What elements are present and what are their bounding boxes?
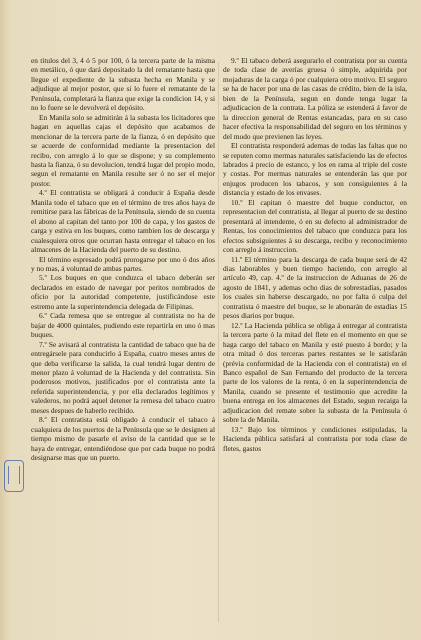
right-paragraph: 13.º Bajo los términos y condiciones estipuladas, la Hacienda pública satisfará al contratista por toda clase de fletes, gastos <box>223 424 407 453</box>
left-paragraph: 7.º Se avisará al contratista la cantidad de tabaco que ha de entregársele para conducirlo á España, cuatro meses antes de que deba verificarse la salida, la cual tendrá lugar dentro de menor plazo á voluntad de la Hacienda y del contratista. Sin poderosos motivos, justificados por el contratista ante la referida superintendencia, y por ella declarados legítimos y valederos, no podrá aquel detener la remesa del tabaco cuatro meses despues de haberlo recibido. <box>31 339 215 415</box>
right-paragraph: 9.º El tabaco deberá asegurarlo el contratista por su cuenta de toda clase de averías gruesa ó simple, adquirida por mojaduras de la carga ó por cualquiera otro motivo. El seguro se ha de hacer por una de las casas de crédito, bien de la isla, bien de la Península, segun en donde tenga lugar la adjudicacion de la contrata. La póliza se estenderá á favor de la direccion general de Rentas estancadas, para en su caso hacer efectiva la responsabilidad del seguro en los términos y del modo que previenen las leyes. <box>223 56 407 141</box>
right-paragraph: El contratista responderá ademas de todas las faltas que no se reputen como mermas naturales satisfaciendo las de efectos labrados á precio de estanco, y los en rama al triple del coste y costas. Por mermas naturales se entenderán las que por enjugos producen los tabacos, y son consiguientes á la distancia y estado de los envases. <box>223 141 407 198</box>
left-paragraph: En Manila solo se admitirán á la subasta los licitadores que hagan en aquellas cajas el depósito que acabamos de mencionar de la tercera parte de la fianza, ó en depósito que se acuerde de conformidad mediante la presentacion del recibo, con arreglo á lo que se dispone; y su complemento hasta la fianza, ó su devolucion, tendrá lugar del propio modo, segun el rematante en Manila resulte ser ó no ser el mejor postor. <box>31 112 215 188</box>
column-divider <box>218 62 219 622</box>
library-stamp <box>4 460 24 492</box>
left-paragraph: 4.º El contratista se obligará á conducir á España desde Manila todo el tabaco que en el término de tres años haya de remitirse para las fábricas de la Península, siendo de su cuenta el abono al capitan del tanto por 100 de capa, y los gastos de carga y estiva en los buques, como tambien los de descarga y cualesquiera otros que ocurran hasta entregar el tabaco en los almacenes de la Hacienda del puerto de su destino. <box>31 188 215 255</box>
right-column <box>223 56 407 453</box>
right-paragraph: 10.º El capitan ó maestre del buque conductor, en representacion del contratista, al llegar al puerto de su destino presentará al intendente, ó en su defecto al administrador de Rentas, los conocimientos del tabaco que conduzca para los efectos subsiguientes á su descarga, recibo y reconocimiento con arreglo á instruccion. <box>223 197 407 255</box>
left-paragraph: El término espresado podrá prorogarse por uno ó dos años y no mas, á voluntad de ambas partes. <box>31 254 215 273</box>
left-paragraph: 5.º Los buques en que conduzca el tabaco deberán ser declarados en estado de navegar por peritos nombrados de oficio por la autoridad competente, justificándose este estremo ante la superintendencia delegada de Filipinas. <box>31 273 215 311</box>
left-paragraph: 8.º El contratista está obligado á conducir el tabaco á cualquiera de los puertos de la Península que se le designen al tiempo mismo de pasarle el aviso de la cantidad que se le haya de entregar, entendiéndose que por cada buque no podrá designarse mas que un puerto. <box>31 415 215 463</box>
left-paragraph: 6.º Cada remesa que se entregue al contratista no ha de bajar de 4000 quintales, pudiendo este repartirla en uno ó mas buques. <box>31 311 215 340</box>
right-paragraph: 11.º El término para la descarga de cada buque será de 42 dias laborables y buen tiempo haciendo, con arreglo al artículo 49, cap. 4.º de la instruccion de Aduanas de 26 de agosto de 1841, y ademas ocho dias de sobrestadías, pasados los cuales sin haberse descargado, no por falta ó culpa del contratista ó maestre del buque, se le abonarán de estadías 15 pesos diarios por buque. <box>223 254 407 321</box>
left-column <box>31 56 215 462</box>
left-paragraph: en títulos del 3, 4 ó 5 por 100, ó la tercera parte de la misma en metálico, ó que dará depositado la del rematante hasta que llegue el expediente de la subasta hecha en Manila y se adjudique al mejor postor, que si lo fuere el rematante de la Península, completará la fianza que exige la condicion 14, y si no lo fuere se le devolverá el depósito. <box>31 56 215 113</box>
right-paragraph: 12.º La Hacienda pública se obliga á entregar al contratista la tercera parte ó la mitad del flete en el momento en que se haga cargo del tabaco en Manila y esté puesto á bordo; y la otra mitad ó dos terceras partes restantes se le satisfarán (prévia conformidad de la Hacienda con el contratista) en el Banco español de San Fernando del producto de la tercera parte de los valores de la renta, ó en la superintendencia de Manila, cuando se presente el testimonio que acredite la buena entrega en los almacenes del Estado, segun recaiga la adjudicacion del remate sobre la subasta de la Península ó sobre la de Manila. <box>223 320 407 425</box>
